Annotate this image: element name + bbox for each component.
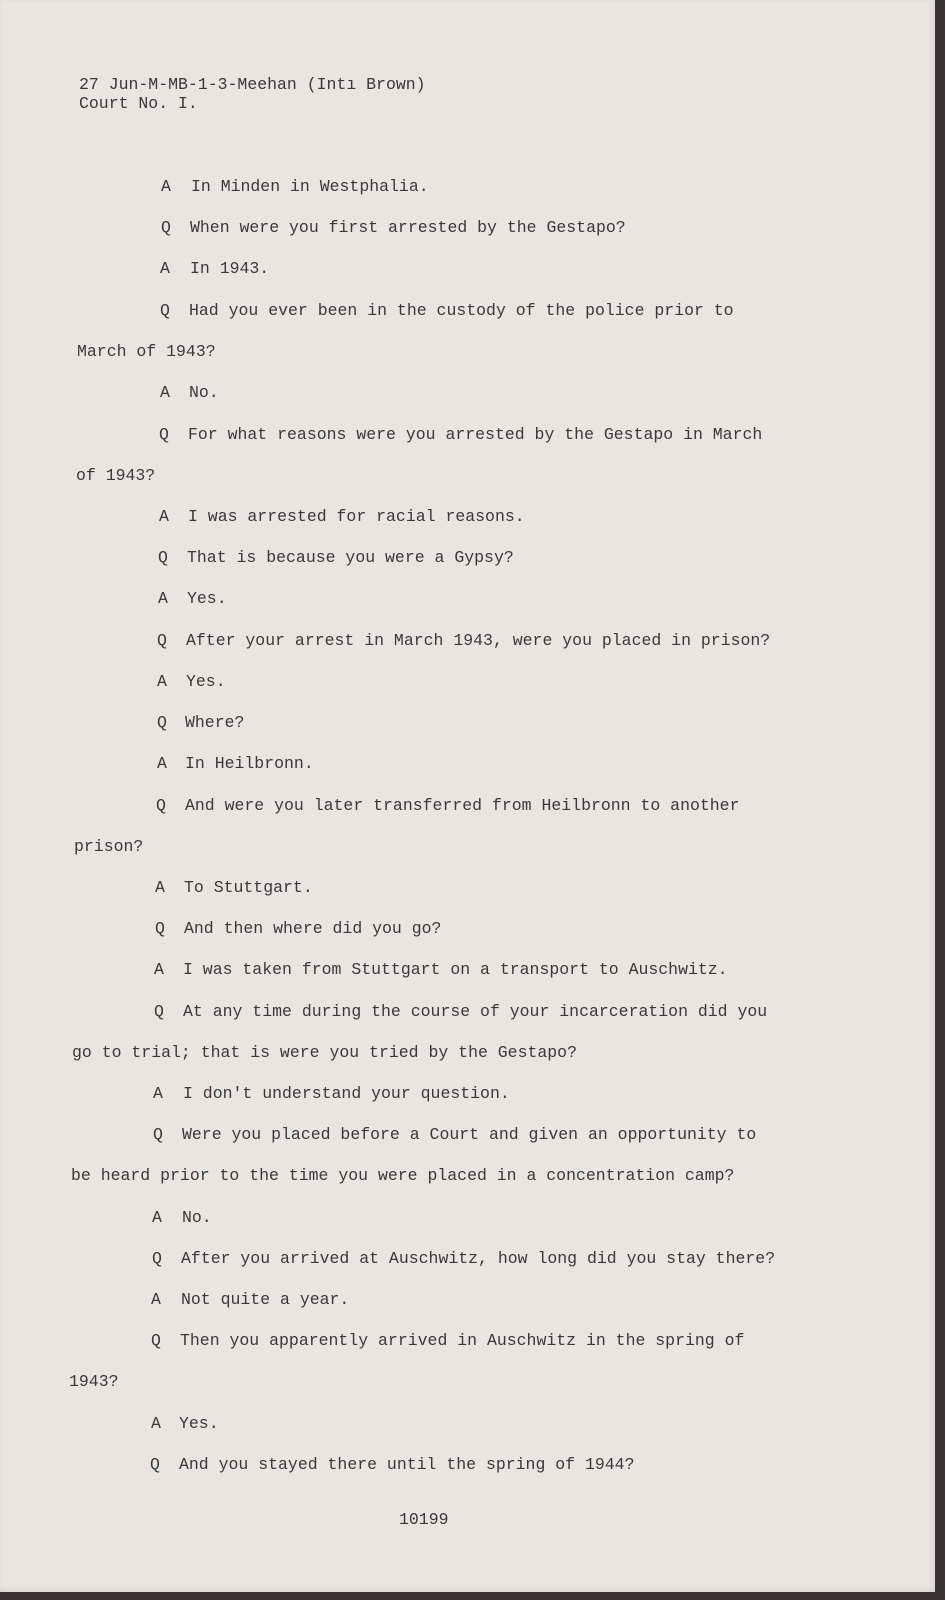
line-text: To Stuttgart. <box>184 878 313 897</box>
speaker-label: Q <box>153 1125 163 1144</box>
line-text: For what reasons were you arrested by the Gestapo in March <box>188 425 763 444</box>
speaker-label: Q <box>152 1249 162 1268</box>
speaker-label: A <box>155 878 165 897</box>
line-text: of 1943? <box>76 466 156 485</box>
line-text: No. <box>189 383 219 402</box>
line-text: I don't understand your question. <box>183 1084 510 1103</box>
speaker-label: Q <box>155 919 165 938</box>
line-text: be heard prior to the time you were placed in a concentration camp? <box>71 1166 735 1185</box>
speaker-label: Q <box>156 796 166 815</box>
speaker-label: A <box>160 259 170 278</box>
speaker-label: A <box>157 754 167 773</box>
speaker-label: Q <box>151 1331 161 1350</box>
header-line-1: 27 Jun-M-MB-1-3-Meehan (Intı Brown) <box>79 75 426 94</box>
speaker-label: Q <box>160 301 170 320</box>
speaker-label: A <box>151 1414 161 1433</box>
line-text: Then you apparently arrived in Auschwitz in the spring of <box>180 1331 745 1350</box>
scan-edge-bottom <box>0 1592 945 1600</box>
line-text: Where? <box>185 713 245 732</box>
line-text: prison? <box>74 837 144 856</box>
line-text: I was taken from Stuttgart on a transport to Auschwitz. <box>183 960 728 979</box>
speaker-label: Q <box>157 713 167 732</box>
speaker-label: A <box>157 672 167 691</box>
speaker-label: Q <box>159 425 169 444</box>
speaker-label: Q <box>157 631 167 650</box>
speaker-label: A <box>161 177 171 196</box>
speaker-label: A <box>151 1290 161 1309</box>
line-text: Yes. <box>179 1414 219 1433</box>
speaker-label: Q <box>150 1455 160 1474</box>
line-text: In Minden in Westphalia. <box>191 177 429 196</box>
line-text: I was arrested for racial reasons. <box>188 507 525 526</box>
speaker-label: Q <box>161 218 171 237</box>
speaker-label: A <box>158 589 168 608</box>
line-text: Were you placed before a Court and given an opportunity to <box>182 1125 757 1144</box>
line-text: Not quite a year. <box>181 1290 350 1309</box>
line-text: At any time during the course of your incarceration did you <box>183 1002 768 1021</box>
line-text: In 1943. <box>190 259 270 278</box>
line-text: go to trial; that is were you tried by the Gestapo? <box>72 1043 577 1062</box>
speaker-label: A <box>160 383 170 402</box>
scan-edge-right <box>935 0 945 1600</box>
line-text: 1943? <box>69 1372 119 1391</box>
line-text: No. <box>182 1208 212 1227</box>
speaker-label: A <box>159 507 169 526</box>
line-text: Had you ever been in the custody of the police prior to <box>189 301 734 320</box>
page-number: 10199 <box>399 1510 449 1529</box>
speaker-label: Q <box>158 548 168 567</box>
line-text: In Heilbronn. <box>185 754 314 773</box>
line-text: And you stayed there until the spring of 1944? <box>179 1455 635 1474</box>
speaker-label: A <box>153 1084 163 1103</box>
speaker-label: A <box>154 960 164 979</box>
line-text: And were you later transferred from Heilbronn to another <box>185 796 740 815</box>
speaker-label: A <box>152 1208 162 1227</box>
speaker-label: Q <box>154 1002 164 1021</box>
line-text: That is because you were a Gypsy? <box>187 548 514 567</box>
line-text: Yes. <box>187 589 227 608</box>
line-text: After you arrived at Auschwitz, how long did you stay there? <box>181 1249 776 1268</box>
header-line-2: Court No. I. <box>79 94 198 113</box>
line-text: March of 1943? <box>77 342 216 361</box>
line-text: And then where did you go? <box>184 919 442 938</box>
line-text: When were you first arrested by the Gestapo? <box>190 218 626 237</box>
line-text: After your arrest in March 1943, were you placed in prison? <box>186 631 771 650</box>
line-text: Yes. <box>186 672 226 691</box>
